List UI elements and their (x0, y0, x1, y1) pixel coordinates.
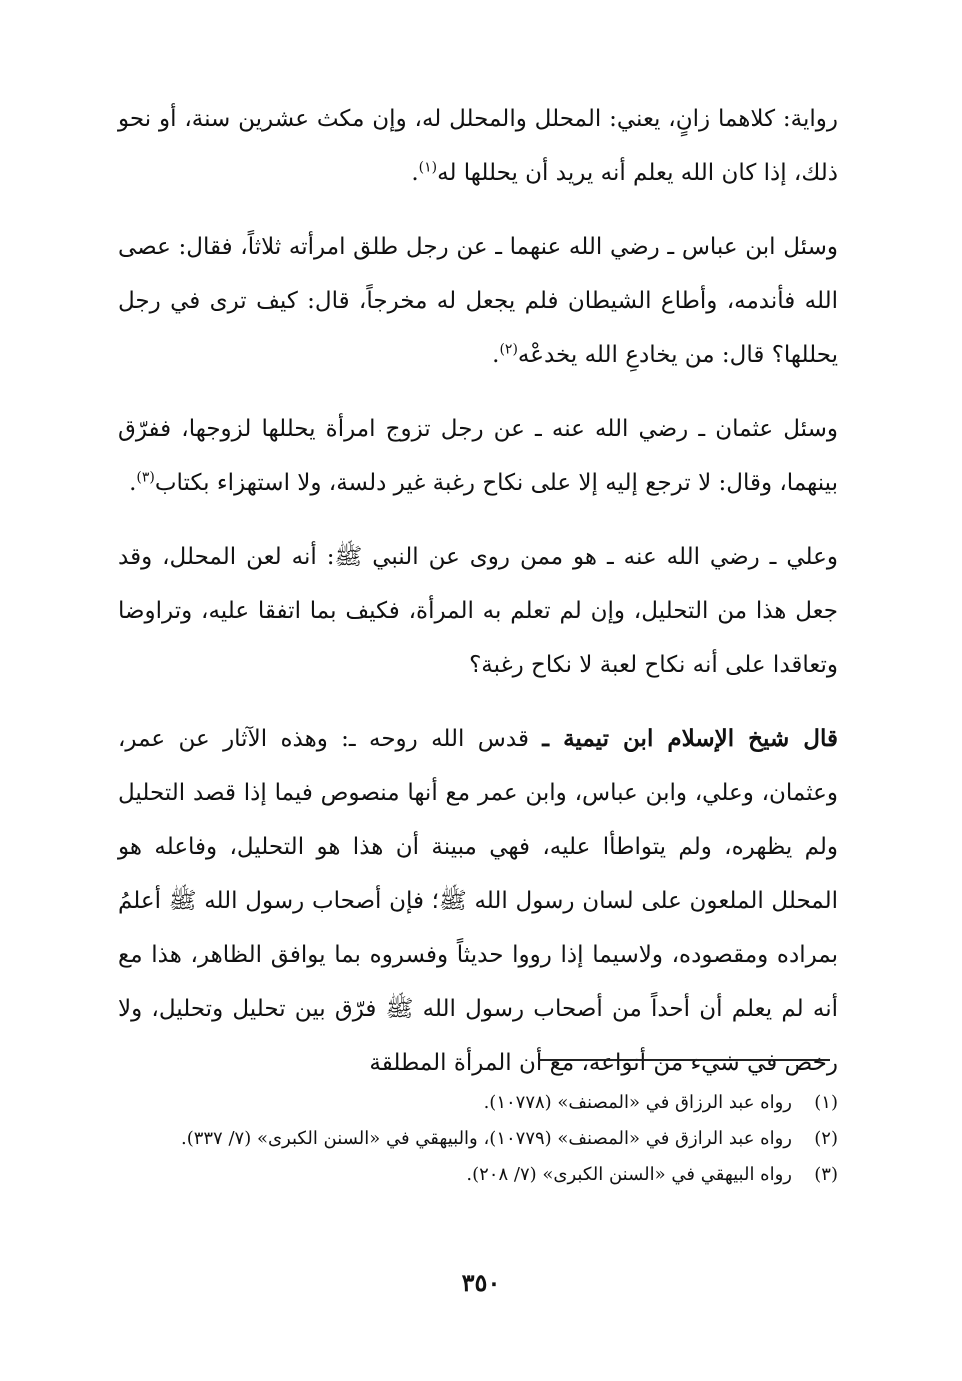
footnote-1 (118, 1085, 838, 1121)
page-number: ٣٥٠ (461, 1268, 501, 1297)
paragraph-end: . (129, 470, 137, 496)
footnote-number: (٢) (814, 1128, 838, 1149)
paragraph-end: . (492, 342, 500, 368)
footnote-separator (538, 1059, 830, 1061)
footnote-text: رواه عبد الرازق في «المصنف» (١٠٧٧٩)، والبيهقي في «السنن الكبرى» (٧/ ٣٣٧). (180, 1128, 792, 1149)
footnote-ref: (٢) (499, 341, 518, 358)
paragraph-5 (118, 712, 838, 1090)
paragraph-bold-lead: قال شيخ الإسلام ابن تيمية ـ (542, 725, 838, 752)
footnote-ref: (٣) (136, 469, 155, 486)
footnotes (118, 1085, 838, 1193)
main-text (118, 92, 838, 1110)
footnote-3 (118, 1157, 838, 1193)
footnote-2 (118, 1121, 838, 1157)
paragraph-end: . (411, 160, 419, 186)
footnote-text: رواه البيهقي في «السنن الكبرى» (٧/ ٢٠٨). (466, 1164, 792, 1185)
paragraph-4 (118, 530, 838, 692)
paragraph-1 (118, 92, 838, 200)
footnote-number: (١) (814, 1092, 838, 1113)
paragraph-2 (118, 220, 838, 382)
footnote-text: رواه عبد الرزاق في «المصنف» (١٠٧٧٨). (483, 1092, 792, 1113)
footnote-ref: (١) (418, 159, 438, 176)
paragraph-text: رواية: كلاهما زانٍ، يعني: المحلل والمحلل له، وإن مكث عشرين سنة، أو نحو ذلك، إذا كان الله يعلم أنه يريد أن يحللها له (118, 106, 838, 186)
paragraph-3 (118, 402, 838, 510)
footnote-number: (٣) (814, 1164, 838, 1185)
paragraph-text: قدس الله روحه ـ: وهذه الآثار عن عمر، وعثمان، وعلي، وابن عباس، وابن عمر مع أنها منصوص فيما إذا قصد التحليل ولم يظهره، ولم يتواطأا عليه، فهي مبينة أن هذا هو التحليل، وفاعله هو المحلل الملعون على لسان رسول الله ﷺ؛ فإن أصحاب رسول الله ﷺ أعلمُ بمراده ومقصوده، ولاسيما إذا رووا حديثاً وفسروه بما يوافق الظاهر، هذا مع أنه لم يعلم أن أحداً من أصحاب رسول الله ﷺ فرّق بين تحليل وتحليل، ولا رخص في شيء من أنواعه، مع أن المرأة المطلقة (118, 726, 838, 1076)
paragraph-text: وسئل عثمان ـ رضي الله عنه ـ عن رجل تزوج امرأة يحللها لزوجها، ففرّق بينهما، وقال: لا ترجع إليه إلا على نكاح رغبة غير دلسة، ولا استهزاء بكتاب (118, 416, 838, 496)
paragraph-text: وعلي ـ رضي الله عنه ـ هو ممن روى عن النبي ﷺ: أنه لعن المحلل، وقد جعل هذا من التحليل، وإن لم تعلم به المرأة، فكيف بما اتفقا عليه، وتراوضا وتعاقدا على أنه نكاح لعبة لا نكاح رغبة؟ (118, 544, 838, 678)
paragraph-text: وسئل ابن عباس ـ رضي الله عنهما ـ عن رجل طلق امرأته ثلاثاً، فقال: عصى الله فأندمه، وأطاع الشيطان فلم يجعل له مخرجاً، قال: كيف ترى في رجل يحللها؟ قال: من يخادعِ الله يخدعْه (118, 234, 838, 368)
